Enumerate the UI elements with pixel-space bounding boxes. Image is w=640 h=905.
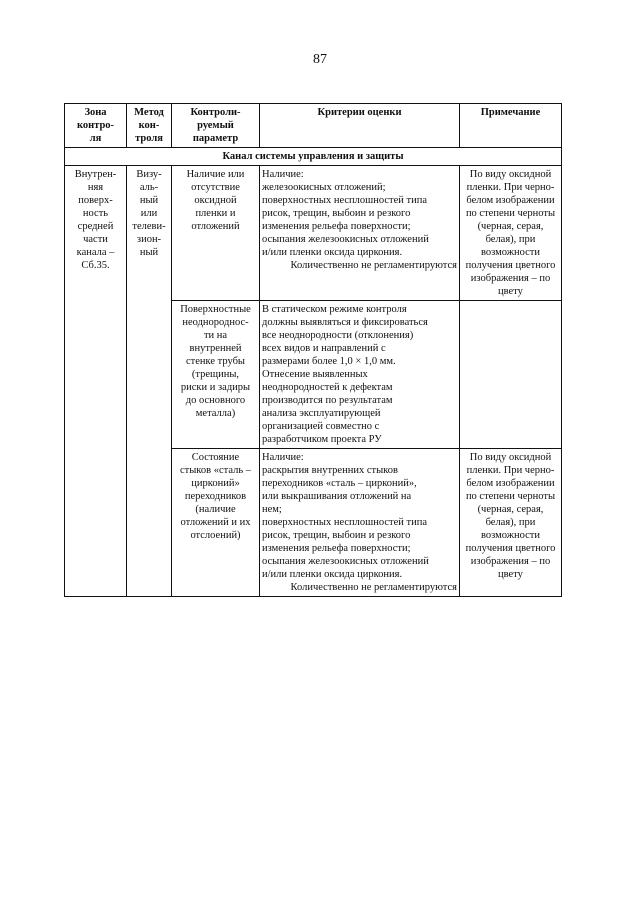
header-criteria: Критерии оценки [260, 104, 460, 148]
zone-cell: Внутрен- няя поверх- ность средней части канала – Сб.35. [65, 166, 127, 597]
criteria-cell: В статическом режиме контроля должны выявляться и фиксироваться все неоднородности (отклонения) всех видов и направлений с размерами более 1,0 × 1,0 мм. Отнесение выявленных неоднородностей к дефектам производится по результатам анализа эксплуатирующей организацией совместно с разработчиком проекта РУ [260, 301, 460, 449]
page-number: 87 [313, 52, 327, 67]
note-cell: По виду оксидной пленки. При черно- белом изображении по степени черноты (черная, серая, белая), при возможности получения цветного изображения – по цвету [460, 166, 562, 301]
method-cell: Визу- аль- ный или телеви- зион- ный [127, 166, 172, 597]
criteria-cell: Наличие: раскрытия внутренних стыков переходников «сталь – цирконий», или выкрашивания отложений на нем; поверхностных несплошностей типа рисок, трещин, выбоин и резкого изменения рельефа поверхности; осыпания железоокисных отложений и/или пленки оксида циркония. Количественно не регламентируются [260, 449, 460, 597]
criteria-cell: Наличие: железоокисных отложений; поверхностных несплошностей типа рисок, трещин, выбоин и резкого изменения рельефа поверхности; осыпания железоокисных отложений и/или пленки оксида циркония. Количественно не регламентируются [260, 166, 460, 301]
header-param: Контроли- руемый параметр [172, 104, 260, 148]
criteria-table [64, 103, 562, 597]
param-cell: Наличие или отсутствие оксидной пленки и отложений [172, 166, 260, 301]
note-cell-empty [460, 301, 562, 449]
section-row [65, 148, 562, 166]
header-note: Примечание [460, 104, 562, 148]
header-method: Метод кон- троля [127, 104, 172, 148]
param-cell: Состояние стыков «сталь – цирконий» переходников (наличие отложений и их отслоений) [172, 449, 260, 597]
header-row [65, 104, 562, 148]
header-zone: Зона контро- ля [65, 104, 127, 148]
note-cell: По виду оксидной пленки. При черно- белом изображении по степени черноты (черная, серая, белая), при возможности получения цветного изображения – по цвету [460, 449, 562, 597]
param-cell: Поверхностные неоднороднос- ти на внутренней стенке трубы (трещины, риски и задиры до основного металла) [172, 301, 260, 449]
table-row [65, 166, 562, 301]
section-title: Канал системы управления и защиты [65, 148, 562, 166]
